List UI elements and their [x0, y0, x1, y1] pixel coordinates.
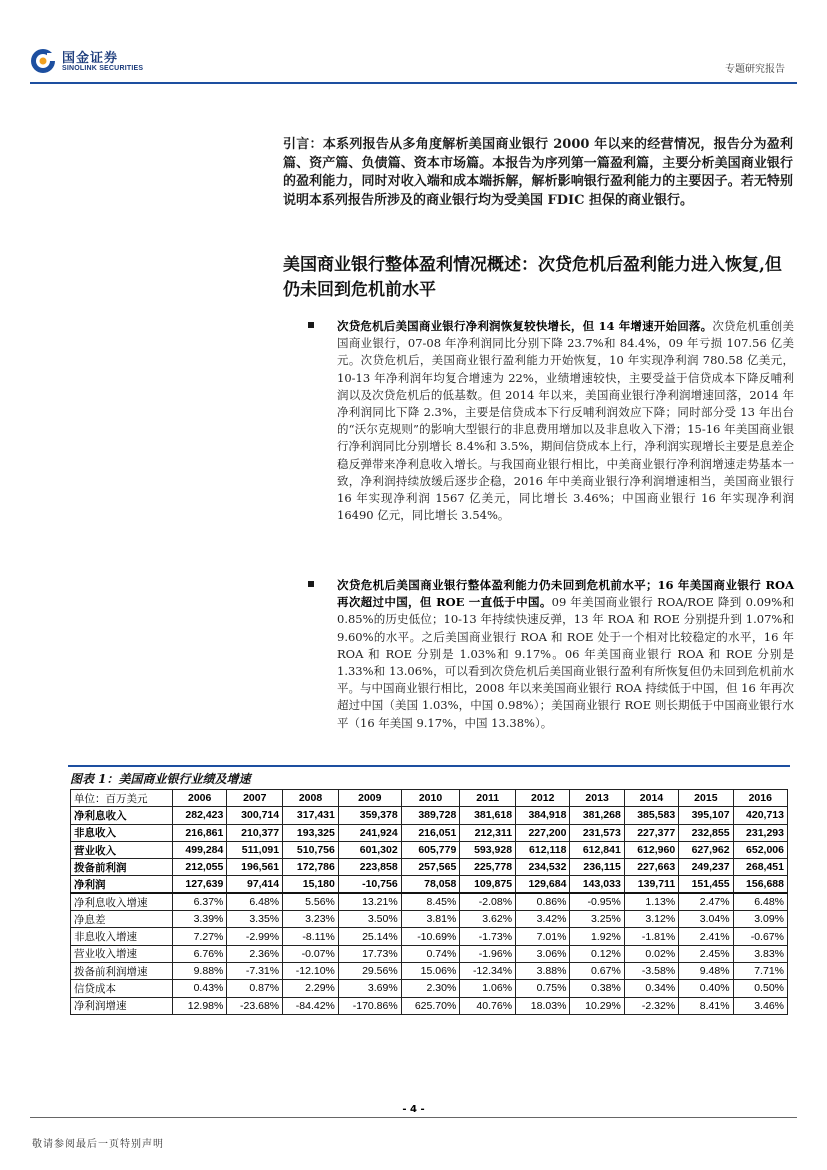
table-cell: 8.45%	[401, 893, 460, 910]
table-cell: -2.08%	[460, 893, 516, 910]
table-cell: 212,055	[173, 859, 227, 876]
table-cell: 231,293	[733, 824, 787, 841]
row-label: 拨备前利润增速	[71, 962, 173, 979]
bullet-text	[337, 318, 794, 524]
table-cell: 216,051	[401, 824, 460, 841]
table-cell: 3.46%	[733, 997, 787, 1014]
row-label: 净息差	[71, 911, 173, 928]
figure-title-bar	[68, 765, 790, 787]
table-cell: 6.76%	[173, 945, 227, 962]
table-cell: 652,006	[733, 841, 787, 858]
table-cell: 29.56%	[338, 962, 401, 979]
table-cell: 249,237	[679, 859, 733, 876]
bullet-square-icon	[308, 322, 314, 328]
table-row	[71, 928, 788, 945]
table-cell: 3.50%	[338, 911, 401, 928]
table-cell: -10.69%	[401, 928, 460, 945]
table-cell: 223,858	[338, 859, 401, 876]
bullet-item-1	[311, 318, 794, 524]
table-cell: 78,058	[401, 876, 460, 893]
table-cell: -0.95%	[570, 893, 624, 910]
table-cell: 7.71%	[733, 962, 787, 979]
table-cell: 420,713	[733, 807, 787, 824]
table-cell: 127,639	[173, 876, 227, 893]
table-cell: -7.31%	[227, 962, 283, 979]
table-cell: 612,118	[516, 841, 570, 858]
table-cell: 0.67%	[570, 962, 624, 979]
year-header: 2011	[460, 790, 516, 807]
table-cell: 216,861	[173, 824, 227, 841]
table-cell: 9.48%	[679, 962, 733, 979]
bullet-lead: 次贷危机后美国商业银行净利润恢复较快增长，但 14 年增速开始回落。	[337, 319, 713, 333]
bullet-lead: 次贷危机后美国商业银行整体盈利能力仍未回到危机前水平；16 年美国商业银行 ROA 再次超过中国，但 ROE 一直低于中国。	[337, 578, 794, 610]
table-cell: 40.76%	[460, 997, 516, 1014]
table-cell: -0.07%	[283, 945, 339, 962]
table-cell: 3.39%	[173, 911, 227, 928]
bullet-body-text: 09 年美国商业银行 ROA/ROE 降到 0.09%和 0.85%的历史低位；10-13 年持续快速反弹，13 年 ROA 和 ROE 分别提升到 1.07%和 9.60%的水平。之后美国商业银行 ROA 和 ROE 处于一个相对比较稳定的水平，16 年 ROA 和 ROE 分别是 1.03%和 9.17%。06 年美国商业银行 ROA 和 ROE 分别是 1.33%和 13.06%，可以看到次贷危机后美国商业银行盈利有所恢复但仍未回到危机前水平。与中国商业银行相比，2008 年以来美国商业银行 ROA 持续低于中国，但 16 年再次超过中国（美国 1.03%，中国 0.98%）；美国商业银行 ROE 则长期低于中国商业银行水平（16 年美国 9.17%，中国 13.38%）。	[337, 595, 794, 730]
table-row	[71, 945, 788, 962]
table-cell: 236,115	[570, 859, 624, 876]
table-cell: 3.81%	[401, 911, 460, 928]
table-cell: 151,455	[679, 876, 733, 893]
table-cell: 381,618	[460, 807, 516, 824]
table-cell: 0.12%	[570, 945, 624, 962]
section-title: 美国商业银行整体盈利情况概述：次贷危机后盈利能力进入恢复,但仍未回到危机前水平	[283, 255, 782, 300]
row-label: 拨备前利润	[71, 859, 173, 876]
year-header: 2012	[516, 790, 570, 807]
table-cell: 268,451	[733, 859, 787, 876]
table-cell: 17.73%	[338, 945, 401, 962]
table-cell: 193,325	[283, 824, 339, 841]
footer-divider	[30, 1117, 797, 1118]
table-cell: 3.09%	[733, 911, 787, 928]
report-type-label: 专题研究报告	[725, 64, 785, 75]
table-cell: 196,561	[227, 859, 283, 876]
table-cell: 241,924	[338, 824, 401, 841]
row-label: 营业收入增速	[71, 945, 173, 962]
intro-paragraph: 引言：本系列报告从多角度解析美国商业银行 2000 年以来的经营情况，报告分为盈利篇、资产篇、负债篇、资本市场篇。本报告为序列第一篇盈利篇，主要分析美国商业银行的盈利能力，同时对收入端和成本端拆解，解析影响银行盈利能力的主要因子。若无特别说明本系列报告所涉及的商业银行均为受美国 FDIC 担保的商业银行。	[283, 137, 793, 208]
table-cell: 0.74%	[401, 945, 460, 962]
row-label: 净利润增速	[71, 997, 173, 1014]
table-cell: 25.14%	[338, 928, 401, 945]
table-cell: 139,711	[624, 876, 678, 893]
table-cell: 605,779	[401, 841, 460, 858]
bullet-body-text: 次贷危机重创美国商业银行，07-08 年净利润同比分别下降 23.7%和 84.4%，09 年亏损 107.56 亿美元。次贷危机后，美国商业银行盈利能力开始恢复，10 年实现净利润 780.58 亿美元，10-13 年净利润年均复合增速为 22%，业绩增速较快，主要受益于信贷成本下降反哺利润以及次贷危机后的低基数。但 2014 年以来，美国商业银行净利润增速回落，2014 年净利润同比下降 2.3%，主要是信贷成本下行反哺利润效应下降；同时部分受 13 年出台的“沃尔克规则”的影响大型银行的非息费用增加以及非息收入下滑；15-16 年美国商业银行净利润同比分别增长 8.4%和 3.5%，期间信贷成本上行，净利润实现增长主要是息差企稳反弹带来净利息收入增长。与我国商业银行相比，中美商业银行净利润增速走势基本一致，净利润持续放缓后逐步企稳，2016 年中美商业银行净利润增速相当，美国商业银行 16 年实现净利润 1567 亿美元，同比增长 3.46%；中国商业银行 16 年实现净利润 16490 亿元，同比增长 3.54%。	[337, 319, 794, 523]
table-cell: 0.02%	[624, 945, 678, 962]
table-cell: 385,583	[624, 807, 678, 824]
table-cell: -12.34%	[460, 962, 516, 979]
table-cell: 227,377	[624, 824, 678, 841]
table-cell: 5.56%	[283, 893, 339, 910]
row-label: 非息收入	[71, 824, 173, 841]
table-cell: 627,962	[679, 841, 733, 858]
table-row	[71, 911, 788, 928]
row-label: 营业收入	[71, 841, 173, 858]
table-cell: 3.69%	[338, 980, 401, 997]
table-row	[71, 980, 788, 997]
year-header: 2015	[679, 790, 733, 807]
table-cell: 601,302	[338, 841, 401, 858]
table-cell: 109,875	[460, 876, 516, 893]
table-cell: 3.88%	[516, 962, 570, 979]
table-cell: 1.92%	[570, 928, 624, 945]
table-cell: 212,311	[460, 824, 516, 841]
table-cell: 227,663	[624, 859, 678, 876]
table-cell: 359,378	[338, 807, 401, 824]
table-cell: 3.83%	[733, 945, 787, 962]
table-cell: 499,284	[173, 841, 227, 858]
year-header: 2014	[624, 790, 678, 807]
table-cell: 15.06%	[401, 962, 460, 979]
table-cell: 612,841	[570, 841, 624, 858]
table-cell: 156,688	[733, 876, 787, 893]
bullet-text	[337, 577, 794, 732]
table-cell: 210,377	[227, 824, 283, 841]
table-cell: 0.75%	[516, 980, 570, 997]
table-cell: 282,423	[173, 807, 227, 824]
table-cell: 227,200	[516, 824, 570, 841]
table-cell: 9.88%	[173, 962, 227, 979]
table-cell: 232,855	[679, 824, 733, 841]
table-cell: -1.81%	[624, 928, 678, 945]
sinolink-logo-icon	[30, 48, 56, 74]
table-cell: 3.42%	[516, 911, 570, 928]
table-cell: 300,714	[227, 807, 283, 824]
table-cell: 3.35%	[227, 911, 283, 928]
table-cell: 3.62%	[460, 911, 516, 928]
footer-disclaimer: 敬请参阅最后一页特别声明	[32, 1139, 164, 1150]
table-cell: 7.01%	[516, 928, 570, 945]
year-header: 2013	[570, 790, 624, 807]
table-cell: 257,565	[401, 859, 460, 876]
table-cell: 129,684	[516, 876, 570, 893]
year-header: 2016	[733, 790, 787, 807]
table-cell: 317,431	[283, 807, 339, 824]
row-label: 净利润	[71, 876, 173, 893]
table-cell: 2.47%	[679, 893, 733, 910]
table-cell: 511,091	[227, 841, 283, 858]
year-header: 2009	[338, 790, 401, 807]
table-cell: 10.29%	[570, 997, 624, 1014]
table-row	[71, 876, 788, 893]
table-cell: 0.34%	[624, 980, 678, 997]
table-cell: 15,180	[283, 876, 339, 893]
table-row	[71, 997, 788, 1014]
year-header: 2010	[401, 790, 460, 807]
table-cell: -0.67%	[733, 928, 787, 945]
header-divider	[30, 82, 797, 84]
table-cell: 231,573	[570, 824, 624, 841]
table-cell: 12.98%	[173, 997, 227, 1014]
logo-english-name: SINOLINK SECURITIES	[62, 65, 144, 72]
table-cell: 612,960	[624, 841, 678, 858]
table-row	[71, 807, 788, 824]
year-header: 2007	[227, 790, 283, 807]
table-row	[71, 962, 788, 979]
table-cell: 0.40%	[679, 980, 733, 997]
bank-performance-table	[70, 789, 788, 1015]
table-cell: 625.70%	[401, 997, 460, 1014]
table-cell: 1.06%	[460, 980, 516, 997]
table-cell: 234,532	[516, 859, 570, 876]
table-cell: 384,918	[516, 807, 570, 824]
table-cell: -10,756	[338, 876, 401, 893]
table-unit-label: 单位：百万美元	[71, 790, 173, 807]
table-cell: 3.25%	[570, 911, 624, 928]
table-cell: 2.45%	[679, 945, 733, 962]
table-cell: 6.48%	[733, 893, 787, 910]
table-cell: 2.36%	[227, 945, 283, 962]
table-cell: 8.41%	[679, 997, 733, 1014]
table-cell: 3.06%	[516, 945, 570, 962]
table-cell: -1.96%	[460, 945, 516, 962]
table-cell: 6.37%	[173, 893, 227, 910]
table-cell: 593,928	[460, 841, 516, 858]
row-label: 非息收入增速	[71, 928, 173, 945]
year-header: 2006	[173, 790, 227, 807]
row-label: 信贷成本	[71, 980, 173, 997]
table-cell: 18.03%	[516, 997, 570, 1014]
table-cell: -23.68%	[227, 997, 283, 1014]
table-cell: 3.23%	[283, 911, 339, 928]
table-cell: 389,728	[401, 807, 460, 824]
table-row	[71, 859, 788, 876]
table-cell: -12.10%	[283, 962, 339, 979]
table-cell: -84.42%	[283, 997, 339, 1014]
logo-chinese-name: 国金证券	[62, 51, 119, 66]
table-row	[71, 824, 788, 841]
table-cell: 3.12%	[624, 911, 678, 928]
table-cell: 13.21%	[338, 893, 401, 910]
table-cell: -8.11%	[283, 928, 339, 945]
table-cell: -3.58%	[624, 962, 678, 979]
table-row	[71, 841, 788, 858]
table-header-row	[71, 790, 788, 807]
table-row	[71, 893, 788, 910]
table-cell: 0.50%	[733, 980, 787, 997]
company-logo	[30, 46, 160, 78]
table-cell: 381,268	[570, 807, 624, 824]
bullet-square-icon	[308, 581, 314, 587]
table-cell: 510,756	[283, 841, 339, 858]
table-cell: 0.38%	[570, 980, 624, 997]
table-cell: 143,033	[570, 876, 624, 893]
table-cell: 0.87%	[227, 980, 283, 997]
table-cell: 225,778	[460, 859, 516, 876]
table-cell: -2.32%	[624, 997, 678, 1014]
table-cell: 395,107	[679, 807, 733, 824]
table-cell: 0.86%	[516, 893, 570, 910]
table-cell: 0.43%	[173, 980, 227, 997]
row-label: 净利息收入增速	[71, 893, 173, 910]
table-cell: 3.04%	[679, 911, 733, 928]
row-label: 净利息收入	[71, 807, 173, 824]
table-cell: 2.29%	[283, 980, 339, 997]
page-header	[0, 0, 827, 90]
table-cell: -170.86%	[338, 997, 401, 1014]
table-cell: 2.30%	[401, 980, 460, 997]
figure-title: 图表 1：美国商业银行业绩及增速	[70, 772, 251, 786]
table-cell: 172,786	[283, 859, 339, 876]
bullet-item-2	[311, 577, 794, 732]
table-cell: 97,414	[227, 876, 283, 893]
table-cell: -1.73%	[460, 928, 516, 945]
table-cell: 2.41%	[679, 928, 733, 945]
table-cell: 6.48%	[227, 893, 283, 910]
table-cell: 1.13%	[624, 893, 678, 910]
table-cell: -2.99%	[227, 928, 283, 945]
table-cell: 7.27%	[173, 928, 227, 945]
year-header: 2008	[283, 790, 339, 807]
page-number: - 4 -	[402, 1104, 425, 1115]
